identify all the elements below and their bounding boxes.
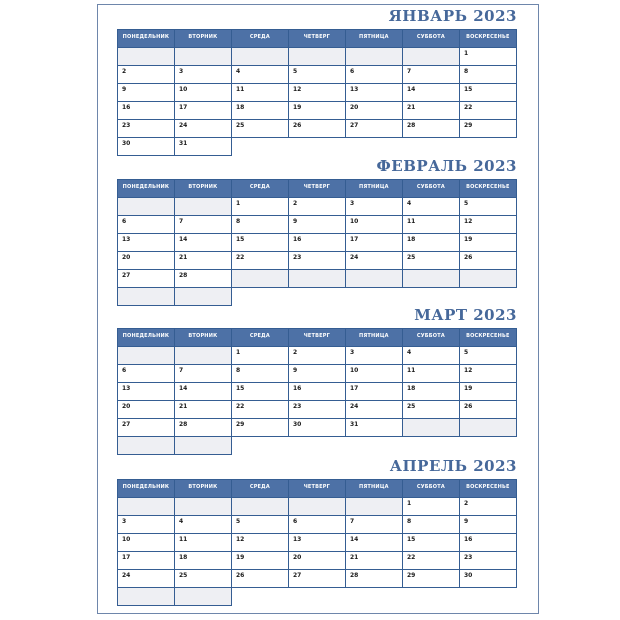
day-cell: 12 [231,533,289,552]
day-cell: 10 [345,215,403,234]
blank-space [345,137,403,156]
day-cell: 29 [231,418,289,437]
weekday-header: ВОСКРЕСЕНЬЕ [459,479,517,498]
empty-day-cell [288,497,346,516]
weekday-header: ЧЕТВЕРГ [288,328,346,347]
blank-space [288,287,346,306]
day-cell: 25 [174,569,232,588]
day-cell: 23 [117,119,175,138]
blank-space [345,587,403,606]
day-cell: 29 [402,569,460,588]
empty-day-cell [174,197,232,216]
day-cell: 11 [174,533,232,552]
day-cell: 21 [174,400,232,419]
day-cell: 16 [288,382,346,401]
empty-day-cell [174,346,232,365]
day-cell: 6 [117,215,175,234]
weekday-header: СРЕДА [231,328,289,347]
empty-day-cell [288,269,346,288]
day-cell: 5 [459,346,517,365]
day-cell: 1 [231,197,289,216]
month-grid [117,179,517,305]
day-cell: 30 [459,569,517,588]
empty-day-cell [345,47,403,66]
day-cell: 18 [231,101,289,120]
weekday-header: ВОСКРЕСЕНЬЕ [459,328,517,347]
day-cell: 27 [117,418,175,437]
day-cell: 12 [459,364,517,383]
day-cell: 13 [117,382,175,401]
empty-day-cell [117,436,175,455]
day-cell: 26 [231,569,289,588]
month-title: АПРЕЛЬ 2023 [389,457,517,475]
day-cell: 24 [345,400,403,419]
day-cell: 4 [231,65,289,84]
day-cell: 14 [174,382,232,401]
day-cell: 21 [402,101,460,120]
blank-space [459,587,517,606]
blank-space [288,137,346,156]
day-cell: 22 [459,101,517,120]
empty-day-cell [174,436,232,455]
day-cell: 22 [402,551,460,570]
day-cell: 27 [345,119,403,138]
day-cell: 19 [288,101,346,120]
empty-day-cell [117,47,175,66]
empty-day-cell [231,497,289,516]
empty-day-cell [117,346,175,365]
day-cell: 25 [231,119,289,138]
month-title: ЯНВАРЬ 2023 [388,7,517,25]
empty-day-cell [231,269,289,288]
month-grid [117,29,517,155]
blank-space [345,287,403,306]
day-cell: 19 [231,551,289,570]
blank-space [459,436,517,455]
weekday-header: ВОСКРЕСЕНЬЕ [459,29,517,48]
day-cell: 20 [117,251,175,270]
day-cell: 25 [402,251,460,270]
empty-day-cell [174,47,232,66]
day-cell: 5 [288,65,346,84]
day-cell: 28 [345,569,403,588]
day-cell: 10 [345,364,403,383]
day-cell: 26 [459,251,517,270]
day-cell: 3 [174,65,232,84]
day-cell: 12 [288,83,346,102]
empty-day-cell [402,47,460,66]
day-cell: 26 [288,119,346,138]
blank-space [288,587,346,606]
day-cell: 28 [174,269,232,288]
day-cell: 9 [117,83,175,102]
weekday-header: СУББОТА [402,328,460,347]
day-cell: 13 [345,83,403,102]
day-cell: 3 [117,515,175,534]
day-cell: 8 [459,65,517,84]
day-cell: 23 [288,400,346,419]
day-cell: 10 [174,83,232,102]
day-cell: 2 [288,346,346,365]
blank-space [345,436,403,455]
day-cell: 17 [117,551,175,570]
day-cell: 11 [231,83,289,102]
empty-day-cell [345,269,403,288]
day-cell: 2 [117,65,175,84]
weekday-header: ПЯТНИЦА [345,328,403,347]
day-cell: 12 [459,215,517,234]
day-cell: 18 [402,382,460,401]
day-cell: 31 [345,418,403,437]
day-cell: 4 [174,515,232,534]
month-title: МАРТ 2023 [414,306,517,324]
day-cell: 20 [288,551,346,570]
day-cell: 9 [288,215,346,234]
day-cell: 15 [459,83,517,102]
weekday-header: СУББОТА [402,29,460,48]
blank-space [231,137,289,156]
empty-day-cell [459,418,517,437]
empty-day-cell [117,287,175,306]
month-grid [117,479,517,605]
day-cell: 18 [402,233,460,252]
empty-day-cell [174,587,232,606]
day-cell: 4 [402,346,460,365]
day-cell: 30 [288,418,346,437]
day-cell: 21 [174,251,232,270]
day-cell: 14 [402,83,460,102]
day-cell: 2 [459,497,517,516]
day-cell: 20 [117,400,175,419]
day-cell: 14 [174,233,232,252]
day-cell: 27 [288,569,346,588]
day-cell: 6 [117,364,175,383]
day-cell: 15 [231,233,289,252]
day-cell: 16 [288,233,346,252]
empty-day-cell [174,287,232,306]
weekday-header: ПОНЕДЕЛЬНИК [117,479,175,498]
day-cell: 18 [174,551,232,570]
day-cell: 5 [231,515,289,534]
day-cell: 1 [402,497,460,516]
day-cell: 28 [402,119,460,138]
empty-day-cell [117,197,175,216]
day-cell: 7 [345,515,403,534]
weekday-header: ПОНЕДЕЛЬНИК [117,29,175,48]
day-cell: 23 [288,251,346,270]
blank-space [288,436,346,455]
day-cell: 25 [402,400,460,419]
blank-space [402,587,460,606]
day-cell: 19 [459,233,517,252]
blank-space [231,587,289,606]
empty-day-cell [117,587,175,606]
weekday-header: ПЯТНИЦА [345,29,403,48]
day-cell: 6 [345,65,403,84]
day-cell: 9 [459,515,517,534]
weekday-header: СРЕДА [231,179,289,198]
day-cell: 16 [117,101,175,120]
day-cell: 9 [288,364,346,383]
weekday-header: СУББОТА [402,479,460,498]
day-cell: 8 [231,215,289,234]
day-cell: 1 [459,47,517,66]
empty-day-cell [402,269,460,288]
weekday-header: ПОНЕДЕЛЬНИК [117,328,175,347]
day-cell: 2 [288,197,346,216]
day-cell: 11 [402,364,460,383]
weekday-header: ВОСКРЕСЕНЬЕ [459,179,517,198]
day-cell: 8 [402,515,460,534]
empty-day-cell [117,497,175,516]
day-cell: 29 [459,119,517,138]
day-cell: 15 [231,382,289,401]
blank-space [231,287,289,306]
empty-day-cell [288,47,346,66]
day-cell: 4 [402,197,460,216]
day-cell: 3 [345,346,403,365]
day-cell: 28 [174,418,232,437]
day-cell: 16 [459,533,517,552]
month-grid [117,328,517,454]
blank-space [402,137,460,156]
day-cell: 21 [345,551,403,570]
day-cell: 17 [174,101,232,120]
day-cell: 15 [402,533,460,552]
weekday-header: ВТОРНИК [174,179,232,198]
day-cell: 10 [117,533,175,552]
empty-day-cell [174,497,232,516]
blank-space [231,436,289,455]
empty-day-cell [402,418,460,437]
day-cell: 24 [117,569,175,588]
day-cell: 22 [231,251,289,270]
empty-day-cell [459,269,517,288]
blank-space [402,436,460,455]
day-cell: 13 [288,533,346,552]
weekday-header: ВТОРНИК [174,29,232,48]
blank-space [402,287,460,306]
day-cell: 24 [345,251,403,270]
day-cell: 6 [288,515,346,534]
weekday-header: ВТОРНИК [174,328,232,347]
weekday-header: СРЕДА [231,29,289,48]
day-cell: 23 [459,551,517,570]
day-cell: 31 [174,137,232,156]
day-cell: 20 [345,101,403,120]
weekday-header: ЧЕТВЕРГ [288,179,346,198]
day-cell: 14 [345,533,403,552]
blank-space [459,287,517,306]
empty-day-cell [231,47,289,66]
day-cell: 3 [345,197,403,216]
day-cell: 26 [459,400,517,419]
day-cell: 8 [231,364,289,383]
day-cell: 22 [231,400,289,419]
month-title: ФЕВРАЛЬ 2023 [376,157,517,175]
weekday-header: ЧЕТВЕРГ [288,29,346,48]
day-cell: 5 [459,197,517,216]
day-cell: 30 [117,137,175,156]
day-cell: 7 [402,65,460,84]
blank-space [459,137,517,156]
weekday-header: ПЯТНИЦА [345,179,403,198]
day-cell: 1 [231,346,289,365]
weekday-header: ПЯТНИЦА [345,479,403,498]
weekday-header: СУББОТА [402,179,460,198]
day-cell: 19 [459,382,517,401]
day-cell: 24 [174,119,232,138]
day-cell: 17 [345,233,403,252]
day-cell: 7 [174,364,232,383]
weekday-header: ЧЕТВЕРГ [288,479,346,498]
weekday-header: ПОНЕДЕЛЬНИК [117,179,175,198]
weekday-header: СРЕДА [231,479,289,498]
day-cell: 27 [117,269,175,288]
day-cell: 7 [174,215,232,234]
empty-day-cell [345,497,403,516]
day-cell: 11 [402,215,460,234]
weekday-header: ВТОРНИК [174,479,232,498]
day-cell: 17 [345,382,403,401]
day-cell: 13 [117,233,175,252]
